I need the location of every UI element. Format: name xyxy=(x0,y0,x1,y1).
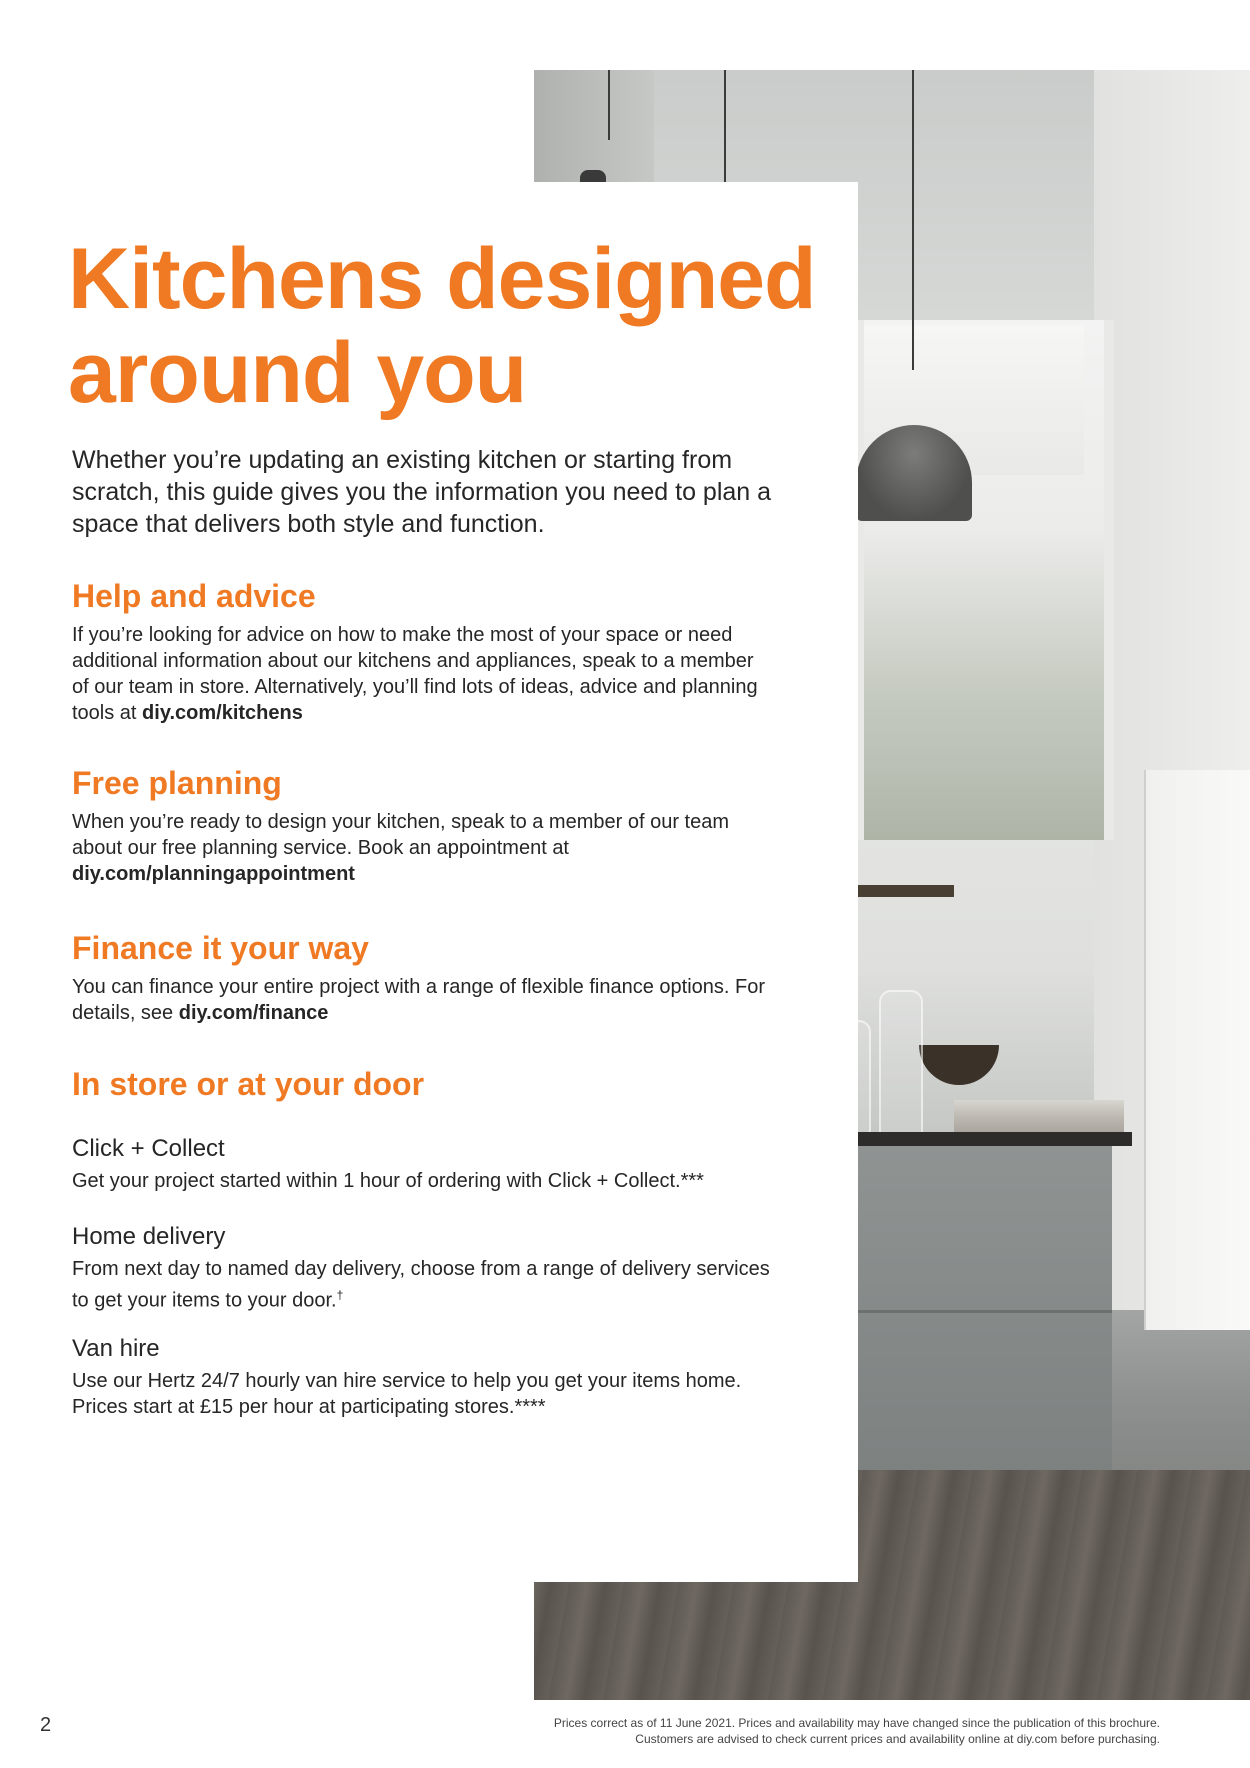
dagger-mark: † xyxy=(336,1288,344,1302)
finance-title: Finance it your way xyxy=(72,930,369,966)
click-collect-title: Click + Collect xyxy=(72,1135,225,1162)
store-section xyxy=(72,1064,772,1104)
price-disclaimer xyxy=(440,1715,1160,1747)
click-collect-text: Get your project started within 1 hour of ordering with Click + Collect.*** xyxy=(72,1170,704,1192)
finance-section xyxy=(72,928,772,1026)
photo-lamp-cable xyxy=(912,70,914,370)
page-number: 2 xyxy=(40,1714,52,1736)
help-section xyxy=(72,576,772,726)
planning-section xyxy=(72,763,772,887)
van-hire-text: Use our Hertz 24/7 hourly van hire service to help you get your items home. Prices start at £15 per hour at participating stores.**** xyxy=(72,1370,742,1418)
finance-text: You can finance your entire project with a range of flexible finance options. For details, see diy.com/finance xyxy=(72,976,766,1024)
planning-text: When you’re ready to design your kitchen, speak to a member of our team about our free planning service. Book an appointment at diy.com/planningappointment xyxy=(72,811,730,885)
photo-bowl xyxy=(919,1045,999,1085)
home-delivery-text: From next day to named day delivery, choose from a range of delivery services to get your items to your door.† xyxy=(72,1258,770,1312)
photo-carafe xyxy=(879,990,923,1144)
photo-lamp-cable xyxy=(608,70,610,140)
intro-text: Whether you’re updating an existing kitchen or starting from scratch, this guide gives you the information you need to plan a space that delivers both style and function. xyxy=(72,446,772,538)
disclaimer-line-2: Customers are advised to check current prices and availability online at diy.com before purchasing. xyxy=(635,1732,1160,1746)
store-title: In store or at your door xyxy=(72,1066,425,1102)
home-delivery-block xyxy=(72,1222,772,1314)
van-hire-title: Van hire xyxy=(72,1335,160,1362)
page-headline: Kitchens designed around you xyxy=(68,231,816,421)
click-collect-block xyxy=(72,1134,772,1194)
finance-link[interactable]: diy.com/finance xyxy=(178,1002,329,1024)
help-text: If you’re looking for advice on how to make the most of your space or need additional information about our kitchens and appliances, speak to a member of our team in store. Alternatively, you’ll find lots of ideas, advice and planning tools at diy.com/kitchens xyxy=(72,624,758,724)
help-title: Help and advice xyxy=(72,578,316,614)
help-link[interactable]: diy.com/kitchens xyxy=(142,702,303,724)
photo-books xyxy=(954,1100,1124,1134)
disclaimer-line-1: Prices correct as of 11 June 2021. Prices and availability may have changed since the publication of this brochure. xyxy=(553,1716,1160,1730)
home-delivery-title: Home delivery xyxy=(72,1223,226,1250)
photo-fridge xyxy=(1144,770,1250,1330)
planning-title: Free planning xyxy=(72,765,282,801)
planning-link[interactable]: diy.com/planningappointment xyxy=(72,863,355,885)
van-hire-block xyxy=(72,1334,772,1420)
